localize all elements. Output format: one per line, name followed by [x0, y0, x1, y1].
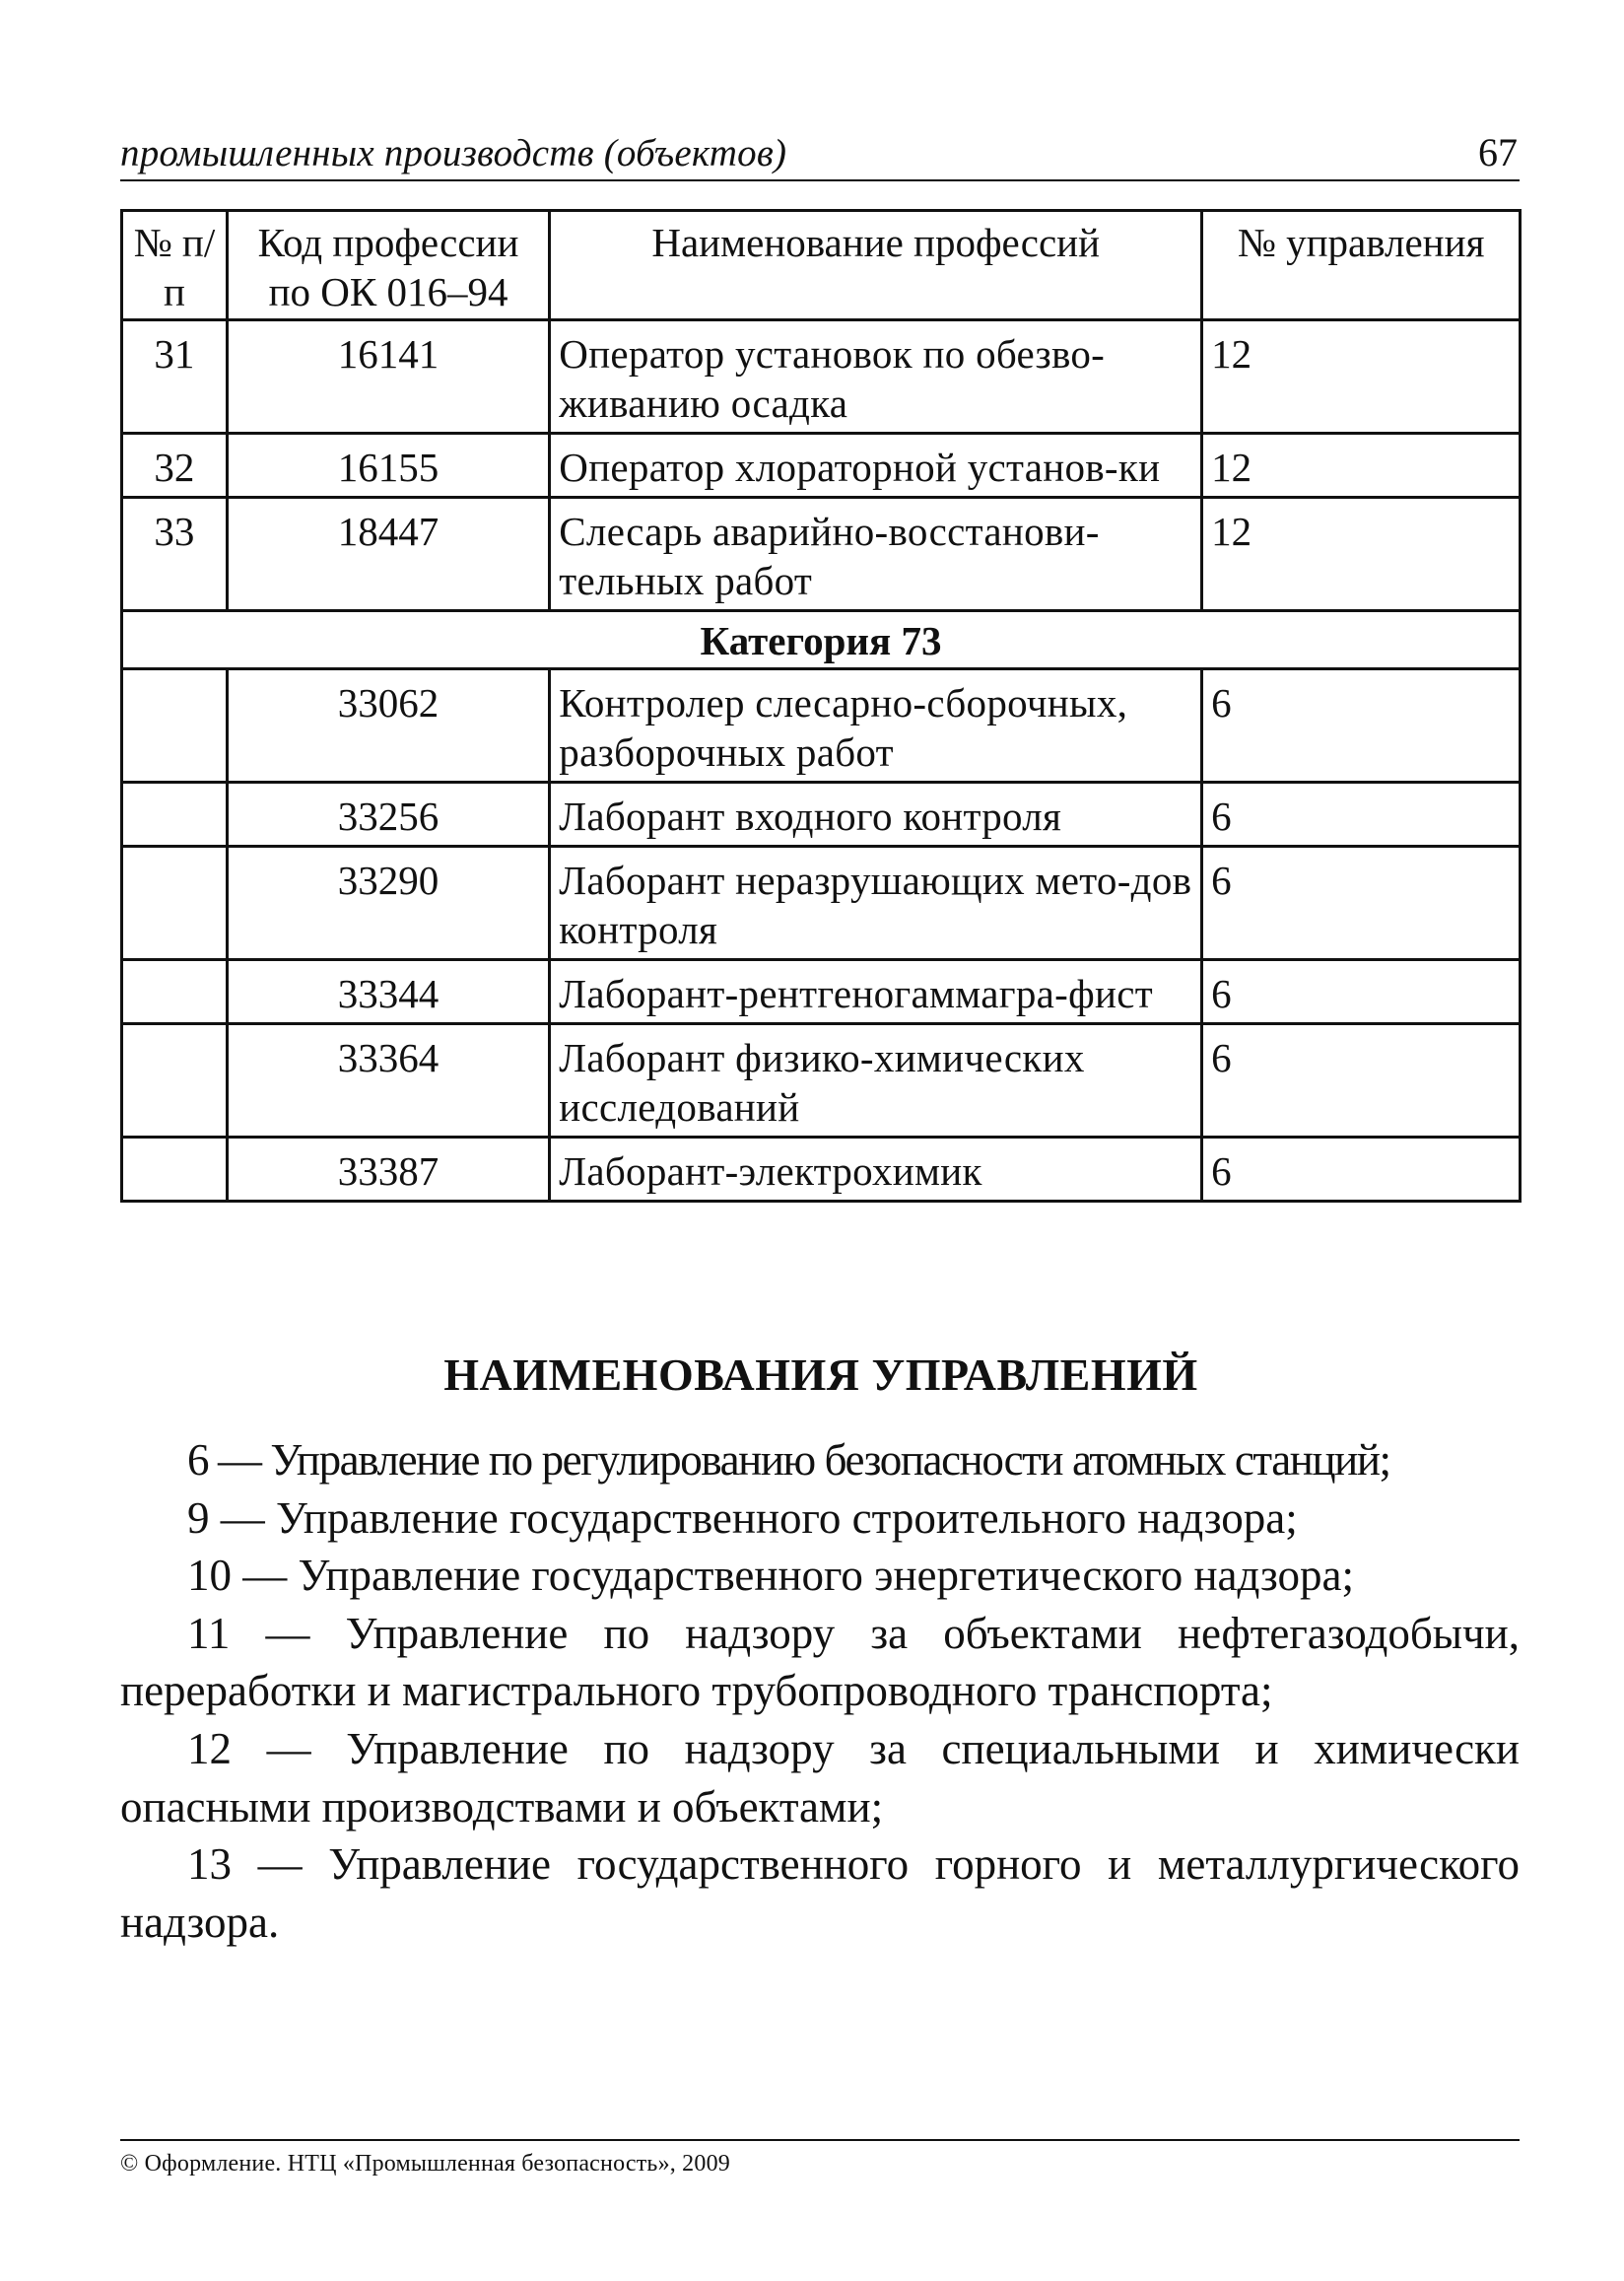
section-heading: НАИМЕНОВАНИЯ УПРАВЛЕНИЙ [443, 1349, 1198, 1400]
header-num: № п/п [122, 211, 228, 320]
professions-table [120, 209, 1522, 1203]
header-name: Наименование профессий [550, 211, 1202, 320]
cell-num [122, 1024, 228, 1138]
cell-code: 33344 [227, 960, 549, 1024]
cell-dept: 6 [1202, 669, 1521, 783]
header-code: Код профессии по ОК 016–94 [227, 211, 549, 320]
cell-num [122, 1138, 228, 1202]
table-header-row [122, 211, 1521, 320]
cell-dept: 6 [1202, 847, 1521, 960]
cell-num [122, 960, 228, 1024]
running-header [120, 124, 1520, 181]
table-row [122, 783, 1521, 847]
cell-name: Контролер слесарно-сборочных, разборочных работ [550, 669, 1202, 783]
cell-dept: 12 [1202, 498, 1521, 611]
cell-dept: 6 [1202, 960, 1521, 1024]
footer-copyright: © Оформление. НТЦ «Промышленная безопасность», 2009 [120, 2151, 730, 2177]
cell-code: 33062 [227, 669, 549, 783]
cell-num [122, 669, 228, 783]
table-row [122, 960, 1521, 1024]
cell-code: 16141 [227, 320, 549, 434]
cell-code: 16155 [227, 434, 549, 498]
category-label: Категория 73 [122, 611, 1521, 669]
cell-name: Лаборант физико-химических исследований [550, 1024, 1202, 1138]
cell-code: 33364 [227, 1024, 549, 1138]
table-row [122, 847, 1521, 960]
list-item: 11 — Управление по надзору за объектами нефтегазодобычи, переработки и магистрального трубопроводного транспорта; [120, 1608, 1520, 1716]
departments-list [120, 1431, 1520, 1951]
cell-name: Лаборант-электрохимик [550, 1138, 1202, 1202]
table-row [122, 669, 1521, 783]
cell-dept: 6 [1202, 1138, 1521, 1202]
cell-num [122, 847, 228, 960]
table-row [122, 1138, 1521, 1202]
cell-code: 33387 [227, 1138, 549, 1202]
cell-name: Лаборант-рентгеногаммагра-фист [550, 960, 1202, 1024]
cell-name: Оператор хлораторной установ-ки [550, 434, 1202, 498]
cell-dept: 12 [1202, 320, 1521, 434]
cell-dept: 6 [1202, 783, 1521, 847]
cell-dept: 6 [1202, 1024, 1521, 1138]
table-row [122, 1024, 1521, 1138]
cell-num: 33 [122, 498, 228, 611]
cell-name: Слесарь аварийно-восстанови-тельных работ [550, 498, 1202, 611]
cell-name: Лаборант неразрушающих мето-дов контроля [550, 847, 1202, 960]
list-item: 12 — Управление по надзору за специальными и химически опасными производствами и объектами; [120, 1723, 1520, 1832]
cell-name: Лаборант входного контроля [550, 783, 1202, 847]
table-row [122, 320, 1521, 434]
header-dept: № управления [1202, 211, 1521, 320]
table-row [122, 434, 1521, 498]
footer-divider [120, 2139, 1520, 2141]
list-item: 9 — Управление государственного строительного надзора; [187, 1492, 1298, 1543]
page-number: 67 [1478, 130, 1518, 174]
cell-code: 33290 [227, 847, 549, 960]
table-row [122, 498, 1521, 611]
cell-code: 33256 [227, 783, 549, 847]
running-header-title: промышленных производств (объектов) [120, 132, 787, 174]
cell-num: 32 [122, 434, 228, 498]
cell-name: Оператор установок по обезво-живанию осадка [550, 320, 1202, 434]
list-item: 10 — Управление государственного энергетического надзора; [187, 1551, 1354, 1601]
cell-num: 31 [122, 320, 228, 434]
cell-num [122, 783, 228, 847]
cell-dept: 12 [1202, 434, 1521, 498]
cell-code: 18447 [227, 498, 549, 611]
list-item: 6 — Управление по регулированию безопасности атомных станций; [187, 1435, 1390, 1485]
category-row [122, 611, 1521, 669]
list-item: 13 — Управление государственного горного и металлургического надзора. [120, 1839, 1520, 1947]
